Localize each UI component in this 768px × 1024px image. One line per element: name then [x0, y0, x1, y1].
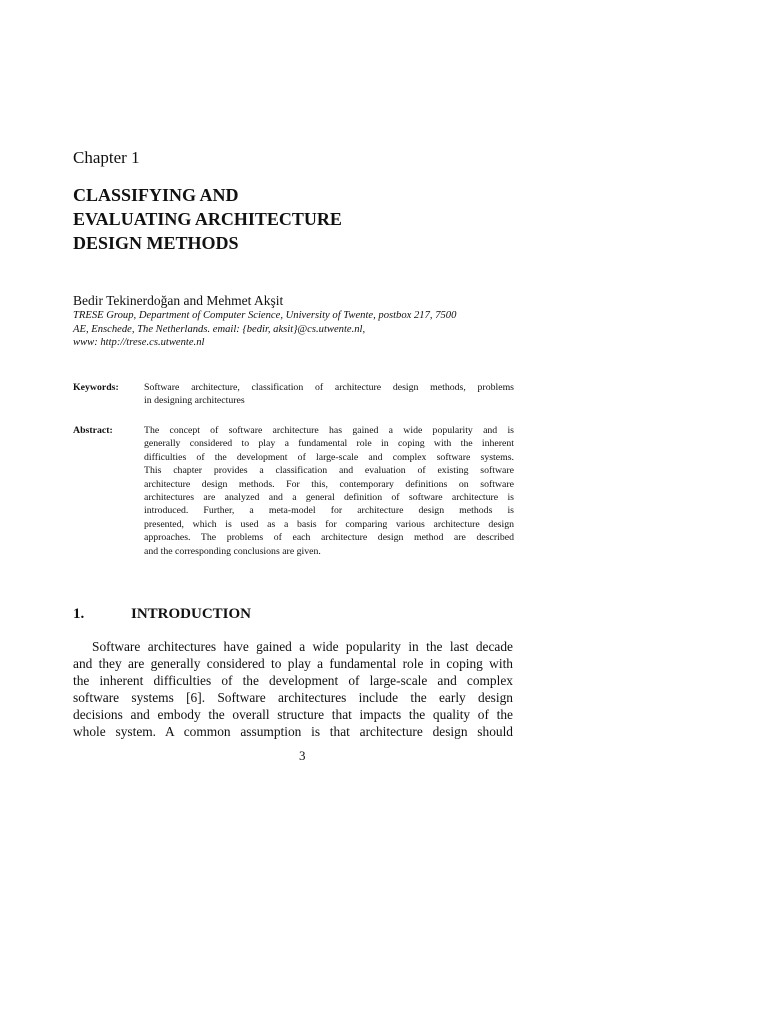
affiliation-line: TRESE Group, Department of Computer Science, University of Twente, postbox 217, 7500: [73, 310, 457, 321]
body-line: decisions and embody the overall structure that impacts the quality of the: [73, 707, 513, 722]
chapter-title-line: EVALUATING ARCHITECTURE: [73, 209, 342, 229]
body-line: Software architectures have gained a wide popularity in the last decade: [92, 639, 513, 654]
introduction-paragraph: [73, 638, 513, 740]
abstract-line: and the corresponding conclusions are given.: [144, 545, 321, 557]
chapter-title: [73, 183, 493, 255]
abstract-line: presented, which is used as a basis for comparing various architecture design: [144, 518, 514, 530]
page-number: 3: [299, 748, 306, 763]
keywords-line: Software architecture, classification of architecture design methods, problems: [144, 382, 514, 393]
abstract-label: Abstract:: [73, 425, 113, 436]
section-title: INTRODUCTION: [131, 606, 252, 622]
abstract-line: approaches. The problems of each architecture design method are described: [144, 532, 514, 544]
body-line: and they are generally considered to play a fundamental role in coping with: [73, 656, 513, 671]
body-line: software systems [6]. Software architectures include the early design: [73, 690, 513, 705]
abstract-line: generally considered to play a fundamental role in coping with the inherent: [144, 438, 514, 450]
section-number: 1.: [73, 606, 85, 622]
author-names: Bedir Tekinerdoğan and Mehmet Akşit: [73, 293, 284, 308]
abstract-line: This chapter provides a classification and evaluation of existing software: [144, 465, 514, 477]
affiliation-line: AE, Enschede, The Netherlands. email: {bedir, aksit}@cs.utwente.nl,: [73, 323, 366, 335]
abstract-line: architectures are analyzed and a general definition of software architecture is: [144, 492, 514, 504]
keywords-line: in designing architectures: [144, 395, 245, 407]
affiliation-line: www: http://trese.cs.utwente.nl: [73, 337, 205, 348]
abstract-line: introduced. Further, a meta-model for architecture design methods is: [144, 505, 514, 517]
abstract-line: architecture design methods. For this, contemporary definitions on software: [144, 478, 514, 490]
chapter-label: Chapter 1: [73, 148, 140, 167]
body-line: the inherent difficulties of the development of large-scale and complex: [73, 673, 513, 688]
section-heading: [73, 605, 251, 623]
keywords-label: Keywords:: [73, 382, 119, 393]
chapter-title-line: CLASSIFYING AND: [73, 185, 239, 205]
keywords-text: [144, 381, 514, 408]
body-line: whole system. A common assumption is that architecture design should: [73, 724, 513, 739]
chapter-title-line: DESIGN METHODS: [73, 233, 239, 253]
abstract-line: The concept of software architecture has gained a wide popularity and is: [144, 425, 514, 436]
author-affiliation: [73, 309, 513, 350]
abstract-text: [144, 424, 514, 558]
abstract-line: difficulties of the development of large-scale and complex software systems.: [144, 451, 514, 463]
